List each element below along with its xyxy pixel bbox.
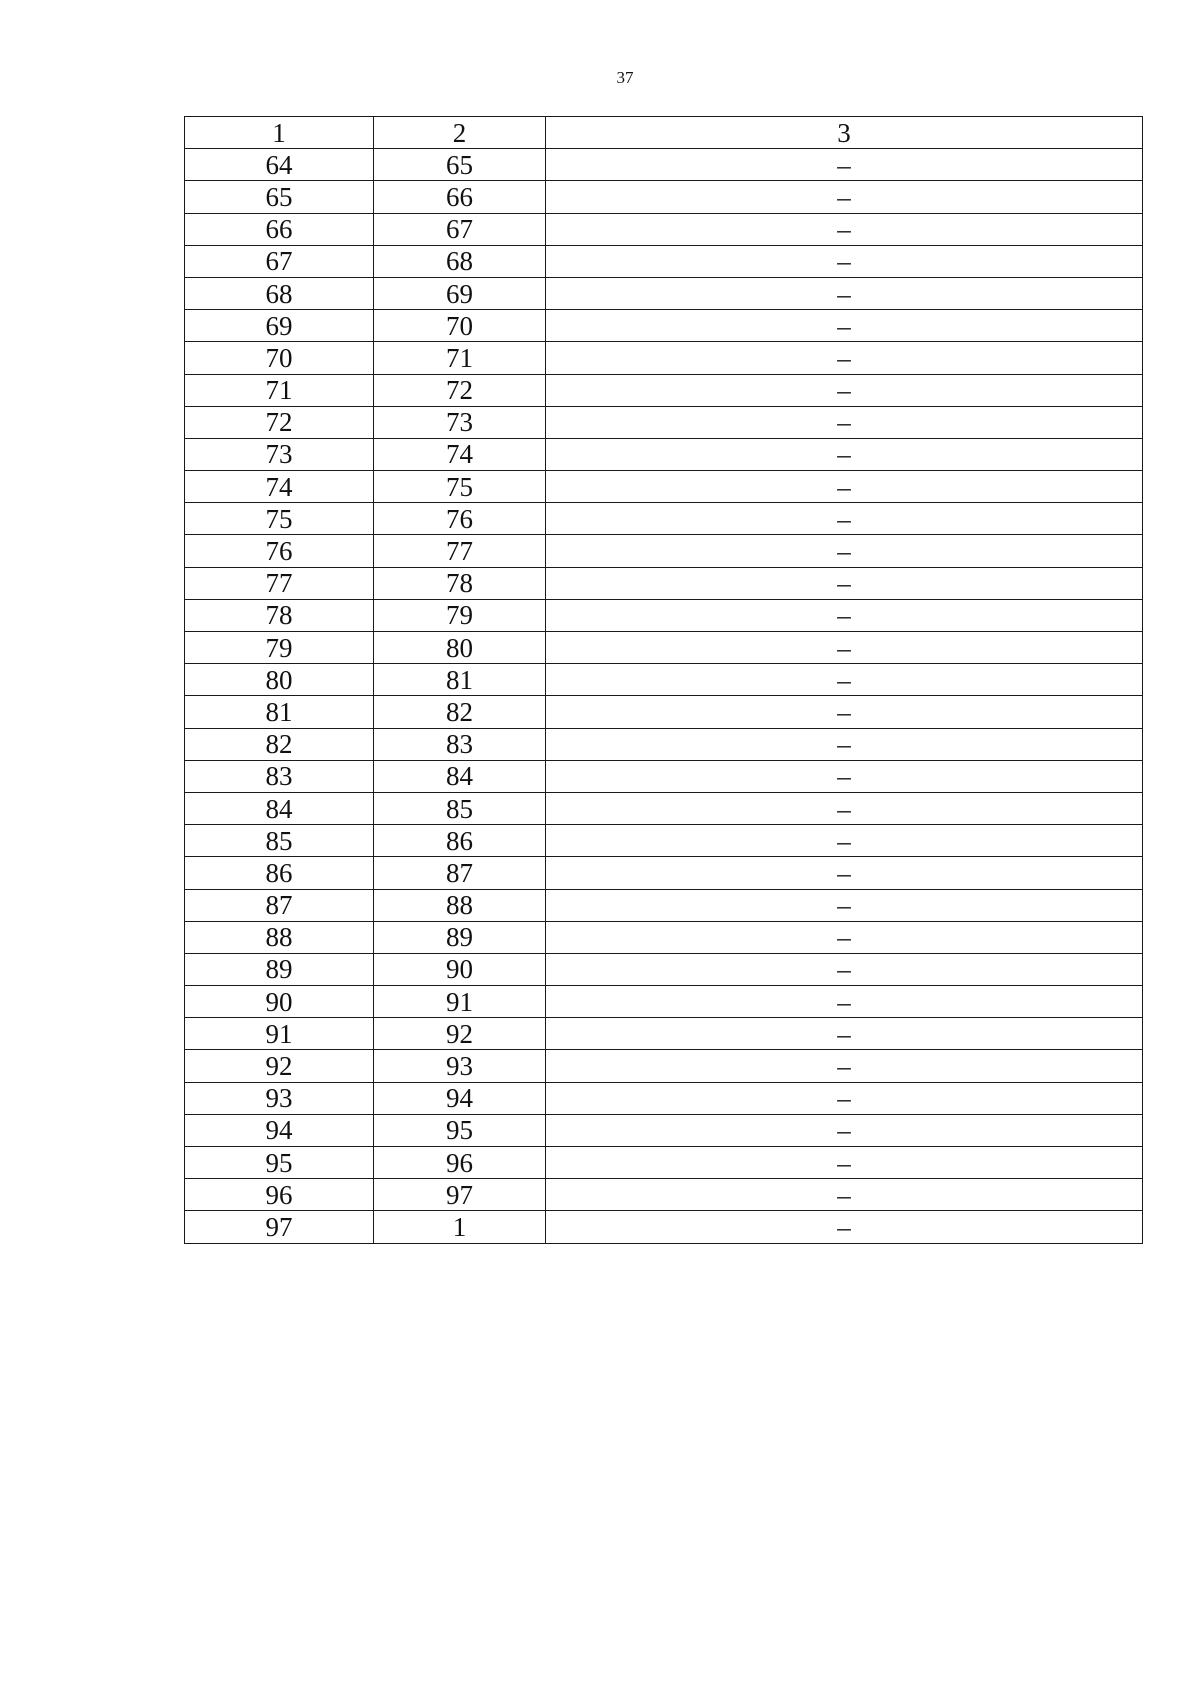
- table-cell-col-3: –: [546, 1179, 1143, 1211]
- table-cell-col-1: 94: [185, 1114, 374, 1146]
- table-cell-col-2: 74: [374, 438, 546, 470]
- table-cell-col-3: –: [546, 374, 1143, 406]
- table-row: [185, 632, 1143, 664]
- table-row: [185, 953, 1143, 985]
- table-cell-col-2: 70: [374, 310, 546, 342]
- table-cell-col-3: –: [546, 1050, 1143, 1082]
- table-cell-col-1: 76: [185, 535, 374, 567]
- table-cell-col-2: 96: [374, 1147, 546, 1179]
- table-cell-col-1: 91: [185, 1018, 374, 1050]
- table-cell-col-2: 80: [374, 632, 546, 664]
- table-row: [185, 921, 1143, 953]
- table-cell-col-1: 77: [185, 567, 374, 599]
- table-cell-col-2: 76: [374, 503, 546, 535]
- table-cell-col-1: 90: [185, 986, 374, 1018]
- table-cell-col-1: 84: [185, 792, 374, 824]
- table-row: [185, 245, 1143, 277]
- table-cell-col-1: 67: [185, 245, 374, 277]
- table-row: [185, 438, 1143, 470]
- table-cell-col-1: 73: [185, 438, 374, 470]
- table-cell-col-3: –: [546, 181, 1143, 213]
- table-row: [185, 1082, 1143, 1114]
- table-row: [185, 760, 1143, 792]
- table-cell-col-3: –: [546, 1147, 1143, 1179]
- table-cell-col-3: –: [546, 503, 1143, 535]
- table-cell-col-2: 75: [374, 471, 546, 503]
- table-row: [185, 277, 1143, 309]
- table-cell-col-2: 69: [374, 277, 546, 309]
- table-cell-col-1: 97: [185, 1211, 374, 1243]
- data-table: [184, 116, 1143, 1244]
- table-cell-col-1: 64: [185, 149, 374, 181]
- table-cell-col-2: 85: [374, 792, 546, 824]
- table-cell-col-2: 72: [374, 374, 546, 406]
- table-cell-col-1: 75: [185, 503, 374, 535]
- table-cell-col-3: –: [546, 986, 1143, 1018]
- table-row: [185, 599, 1143, 631]
- table-row: [185, 310, 1143, 342]
- table-row: [185, 1114, 1143, 1146]
- table-cell-col-1: 87: [185, 889, 374, 921]
- table-cell-col-2: 82: [374, 696, 546, 728]
- table-cell-col-3: –: [546, 1211, 1143, 1243]
- header-cell-col-3: 3: [546, 117, 1143, 149]
- table-cell-col-2: 93: [374, 1050, 546, 1082]
- table-row: [185, 986, 1143, 1018]
- table-row: [185, 342, 1143, 374]
- table-cell-col-2: 78: [374, 567, 546, 599]
- header-cell-col-1: 1: [185, 117, 374, 149]
- table-cell-col-3: –: [546, 277, 1143, 309]
- table-cell-col-1: 74: [185, 471, 374, 503]
- table-cell-col-2: 87: [374, 857, 546, 889]
- table-row: [185, 181, 1143, 213]
- table-row: [185, 1211, 1143, 1243]
- table-cell-col-2: 95: [374, 1114, 546, 1146]
- page-number: 37: [616, 68, 634, 87]
- table-cell-col-2: 90: [374, 953, 546, 985]
- table-cell-col-2: 86: [374, 825, 546, 857]
- table-cell-col-3: –: [546, 889, 1143, 921]
- table-cell-col-3: –: [546, 664, 1143, 696]
- table-cell-col-1: 95: [185, 1147, 374, 1179]
- table-cell-col-3: –: [546, 310, 1143, 342]
- table-cell-col-1: 78: [185, 599, 374, 631]
- table-cell-col-1: 69: [185, 310, 374, 342]
- table-cell-col-2: 81: [374, 664, 546, 696]
- table-row: [185, 567, 1143, 599]
- table-row: [185, 406, 1143, 438]
- table-row: [185, 1018, 1143, 1050]
- table-cell-col-1: 86: [185, 857, 374, 889]
- table-cell-col-3: –: [546, 567, 1143, 599]
- table-cell-col-2: 91: [374, 986, 546, 1018]
- table-cell-col-3: –: [546, 825, 1143, 857]
- table-cell-col-1: 66: [185, 213, 374, 245]
- table-body: [185, 149, 1143, 1243]
- table-cell-col-1: 83: [185, 760, 374, 792]
- table-cell-col-1: 70: [185, 342, 374, 374]
- table-cell-col-2: 68: [374, 245, 546, 277]
- table-row: [185, 1147, 1143, 1179]
- table-cell-col-3: –: [546, 438, 1143, 470]
- table-cell-col-1: 92: [185, 1050, 374, 1082]
- table-cell-col-2: 89: [374, 921, 546, 953]
- table-row: [185, 1050, 1143, 1082]
- table-cell-col-3: –: [546, 149, 1143, 181]
- table-cell-col-3: –: [546, 245, 1143, 277]
- table-cell-col-1: 96: [185, 1179, 374, 1211]
- table-cell-col-3: –: [546, 406, 1143, 438]
- table-row: [185, 664, 1143, 696]
- table-cell-col-1: 79: [185, 632, 374, 664]
- table-cell-col-1: 89: [185, 953, 374, 985]
- table-row: [185, 213, 1143, 245]
- table-cell-col-1: 71: [185, 374, 374, 406]
- table-cell-col-2: 73: [374, 406, 546, 438]
- table-cell-col-3: –: [546, 213, 1143, 245]
- table-cell-col-3: –: [546, 857, 1143, 889]
- table-cell-col-1: 68: [185, 277, 374, 309]
- table-row: [185, 1179, 1143, 1211]
- table-cell-col-3: –: [546, 760, 1143, 792]
- table-row: [185, 503, 1143, 535]
- table-cell-col-2: 77: [374, 535, 546, 567]
- table-cell-col-3: –: [546, 471, 1143, 503]
- table-row: [185, 728, 1143, 760]
- header-row: [185, 117, 1143, 149]
- table-row: [185, 792, 1143, 824]
- table-cell-col-1: 80: [185, 664, 374, 696]
- table-cell-col-3: –: [546, 792, 1143, 824]
- table-cell-col-3: –: [546, 535, 1143, 567]
- table-cell-col-2: 97: [374, 1179, 546, 1211]
- table-row: [185, 825, 1143, 857]
- table-cell-col-2: 83: [374, 728, 546, 760]
- table-cell-col-3: –: [546, 921, 1143, 953]
- table-row: [185, 889, 1143, 921]
- table-cell-col-3: –: [546, 696, 1143, 728]
- table-cell-col-2: 84: [374, 760, 546, 792]
- table-cell-col-2: 88: [374, 889, 546, 921]
- table-cell-col-2: 71: [374, 342, 546, 374]
- table-cell-col-3: –: [546, 1082, 1143, 1114]
- table-cell-col-2: 94: [374, 1082, 546, 1114]
- table-row: [185, 374, 1143, 406]
- table-cell-col-3: –: [546, 342, 1143, 374]
- table-cell-col-1: 72: [185, 406, 374, 438]
- table-cell-col-2: 1: [374, 1211, 546, 1243]
- table-cell-col-2: 66: [374, 181, 546, 213]
- table-cell-col-2: 92: [374, 1018, 546, 1050]
- table-cell-col-1: 88: [185, 921, 374, 953]
- table-cell-col-1: 85: [185, 825, 374, 857]
- table-row: [185, 149, 1143, 181]
- table-cell-col-3: –: [546, 632, 1143, 664]
- table-row: [185, 471, 1143, 503]
- table-cell-col-1: 93: [185, 1082, 374, 1114]
- table-cell-col-1: 82: [185, 728, 374, 760]
- table-row: [185, 535, 1143, 567]
- table-row: [185, 857, 1143, 889]
- table-cell-col-3: –: [546, 728, 1143, 760]
- table-cell-col-1: 81: [185, 696, 374, 728]
- table-cell-col-2: 79: [374, 599, 546, 631]
- table-cell-col-2: 65: [374, 149, 546, 181]
- header-cell-col-2: 2: [374, 117, 546, 149]
- table-cell-col-2: 67: [374, 213, 546, 245]
- table-cell-col-1: 65: [185, 181, 374, 213]
- table-row: [185, 696, 1143, 728]
- table-cell-col-3: –: [546, 953, 1143, 985]
- table-cell-col-3: –: [546, 1114, 1143, 1146]
- table-cell-col-3: –: [546, 599, 1143, 631]
- table-cell-col-3: –: [546, 1018, 1143, 1050]
